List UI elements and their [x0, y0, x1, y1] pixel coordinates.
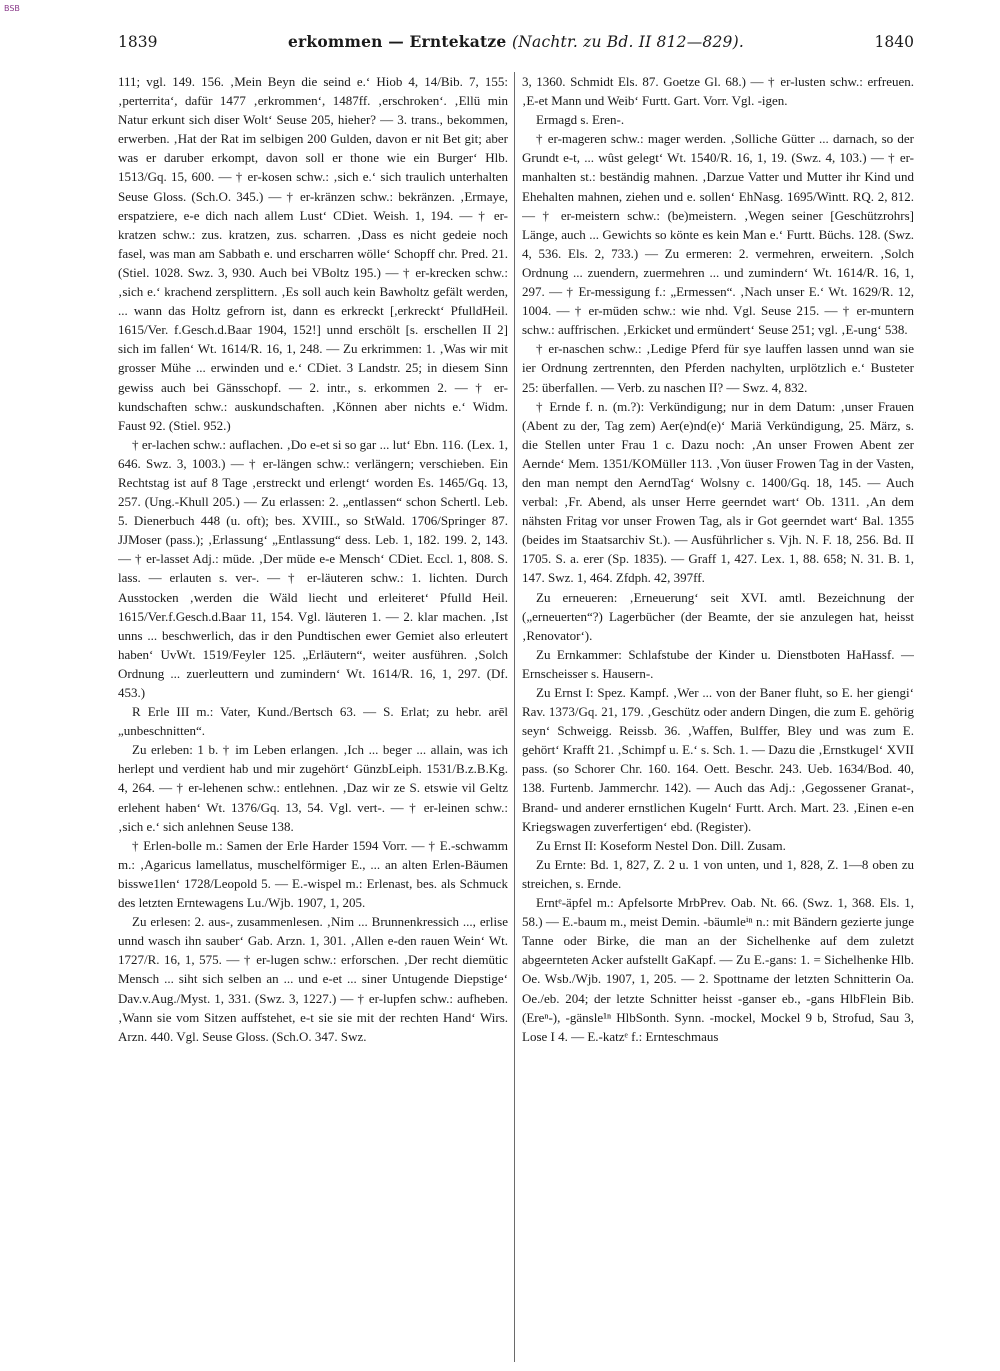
running-title: [288, 32, 744, 51]
dictionary-entry: † Erlen-bolle m.: Samen der Erle Harder 1594 Vorr. — † E.-schwamm m.: ‚Agaricus lamellatus, muschelförmiger E., ... an alten Erlen-Bäumen bisswe1len‘ 1728/Leopold 5. — E.-wispel m.: Erlenast, bes. als Schmuck des letzten Erntewagens Lu./Wjb. 1907, 1, 205.: [118, 837, 508, 911]
running-title-reference: (Nachtr. zu Bd. II 812—829).: [512, 33, 744, 51]
column-divider: [514, 72, 515, 1362]
left-column: [118, 72, 508, 1364]
dictionary-entry: † er-naschen schw.: ‚Ledige Pferd für sye lauffen lassen unnd wan sie ier Ordnung zertrennten, den Pferden nachylten, urplötzlich e.‘ Busteter 25: überfallen. — Verb. zu naschen II? — Swz. 4, 832.: [522, 341, 914, 395]
running-title-main: erkommen — Erntekatze: [288, 32, 507, 51]
dictionary-entry: Erntᵉ-äpfel m.: Apfelsorte MrbPrev. Oab. Nt. 66. (Swz. 1, 368. Els. 1, 58.) — E.-baum m., meist Demin. -bäumleⁱⁿ n.: mit Bändern gezierte junge Tanne oder Birke, die man an der Sichelhenke auf dem zuletzt abgeernteten Acker aufstellt GaKapf. — Zu E.-gans: 1. = Sichelhenke Hlb. Oe. Wsb./Wjb. 1907, 1, 205. — 2. Spottname der letzten Schnitterin Oa. Oe./eb. 204; der letzte Schnitter heisst -ganser eb., -gans HlbFlein Bib. (Ereⁿ-), -gänsle¹ⁿ HlbSonth. Synn. -mockel, Mockel 9 b, Strofud, Sau 3, Lose I 4. — E.-katzᵉ f.: Ernteschmaus: [522, 895, 914, 1044]
dictionary-entry: Zu erneueren: ‚Erneuerung‘ seit XVI. amtl. Bezeichnung der („erneuerten“?) Lagerbücher (der Beamte, der sie anzulegen hat, heisst ‚Renovator‘).: [522, 589, 914, 643]
dictionary-entry: 3, 1360. Schmidt Els. 87. Goetze Gl. 68.) — † er-lusten schw.: erfreuen. ‚E-et Mann und Weib‘ Furtt. Gart. Vorr. Vgl. -igen.: [522, 74, 914, 109]
dictionary-entry: † er-mageren schw.: mager werden. ‚Solliche Gütter ... darnach, so der Grundt e-t, ... wûst gelegt‘ Wt. 1540/R. 16, 1, 19. (Swz. 4, 103.) — † er-manhalten st.: beständig mahnen. ‚Darzue Vatter und Mutter ihr Kind und Ehehalten mahnen, ziehen und e. sollen‘ EhNasg. 1695/Wintt. RQ. 2, 812. — † er-meistern schw.: (be)meistern. ‚Wegen seiner [Geschützrohrs] Länge, auch ... Gewichts so könte es kein Man e.‘ Furtt. Büchs. 128. (Swz. 4, 536. Els. 2, 733.) — Zu ermeren: 2. vermehren, erweitern. ‚Solch Ordnung ... zuendern, zuermehren ... und zumindern‘ Wt. 1614/R. 16, 1, 297. — † Er-messigung f.: „Ermessen“. ‚Nach unser E.‘ Wt. 1629/R. 12, 1004. — † er-müden schw.: wie nhd. Vgl. Seuse 215. — † er-muntern schw.: auffrischen. ‚Erkicket und ermündert‘ Seuse 251; vgl. ‚E-ung‘ 538.: [522, 131, 914, 338]
page-number-left: 1839: [118, 33, 158, 51]
page-number-right: 1840: [874, 33, 914, 51]
dictionary-entry: R Erle III m.: Vater, Kund./Bertsch 63. — S. Erlat; zu hebr. arēl „unbeschnitten“.: [118, 704, 508, 739]
dictionary-entry: † er-lachen schw.: auflachen. ‚Do e-et si so gar ... lut‘ Ebn. 116. (Lex. 1, 646. Swz. 3, 1003.) — † er-längen schw.: verlängern; verschieben. Ein Rechtstag ist auf 8 Tage ‚erstreckt und erlengt‘ worden Es. 1465/Gq. 13, 257. (Ung.-Khull 205.) — Zu erlassen: 2. „entlassen“ schon Schertl. Leb. 5. Dienerbuch 448 (u. oft); bes. XVIII., so StWald. 1706/Springer 87. JJMoser (pass.); ‚Erlassung‘ „Entlassung“ dess. Leb. 1, 182. 199. 2, 143. — † er-lasset Adj.: müde. ‚Der müde e-e Mensch‘ CDiet. Eccl. 1, 808. S. lass. — erlauten s. ver-. — † er-läuteren schw.: 1. lichten. Durch Ausstocken ‚werden die Wäld liecht und erleiteret‘ Pfulld Heil. 1615/Ver.f.Gesch.d.Baar 11, 154. Vgl. läuteren 1. — 2. klar machen. ‚Ist unns ... beschwerlich, das ir den Pundtischen ewer Gemiet also erleutert haben‘ UvWt. 1519/Feyler 125. „Erläutern“, weiter ausführen. ‚Solch Ordnung ... zuerleuttern und zumindern‘ Wt. 1614/R. 16, 1, 297. (Df. 453.): [118, 436, 508, 700]
page-header: [118, 32, 914, 60]
dictionary-entry: Zu Ernst I: Spez. Kampf. ‚Wer ... von der Baner fluht, so E. her giengi‘ Rav. 1373/Gq. 21, 179. ‚Geschütz oder andern Dingen, die zum E. gehörig seyn‘ Schweigg. Reissb. 36. ‚Waffen, Bulffer, Bley und was zum E. gehört‘ Krafft 21. ‚Schimpf u. E.‘ s. Sch. 1. — Dazu die ‚Ernstkugel‘ XVII pass. (so Schorer Chr. 160. 164. Oett. Beschr. 243. Ueb. 1634/Bod. 40, 138. Furtenb. Jammerchr. 142). — Auch das Adj.: ‚Gegossener Granat-, Brand- und anderer ernstlichen Kugeln‘ Furtt. Arch. Mart. 23. ‚Einen e-en Kriegswagen zuverfertigen‘ ebd. (Register).: [522, 685, 914, 834]
dictionary-entry: Ermagd s. Eren-.: [536, 112, 625, 128]
dictionary-entry: Zu Ernst II: Koseform Nestel Don. Dill. Zusam.: [536, 837, 786, 853]
dictionary-entry: † Ernde f. n. (m.?): Verkündigung; nur in dem Datum: ‚unser Frauen (Abent zu der, Tag zem) Aer(e)nd(e)‘ Mariä Verkündigung, 25. März, s. die Stellen unter Frau 1 c. Dazu noch: ‚An unser Frowen Abent zer Aernde‘ Mem. 1351/KOMüller 113. ‚Von üuser Frowen Tag in der Vasten, den man nempt den AerndTag‘ Wolsny c. 1400/Gq. 18, 145. — Auch verbal: ‚Fr. Abend, als unser Herre geerndet wart‘ Ob. 1311. ‚An dem nähsten Fritag vor unser Frowen Tag, als ir Got geerndet wart‘ Bal. 1355 (beides im Staatsarchiv St.). — Ausführlicher s. Vjh. N. F. 18, 256. Bd. II 1705. S. a. erer (Sp. 1835). — Graff 1, 427. Lex. 1, 88. 658; N. 31. B. 1, 147. Swz. 1, 464. Zfdph. 42, 397ff.: [522, 398, 914, 586]
library-watermark: BSB: [4, 4, 20, 13]
dictionary-entry: Zu erlesen: 2. aus-, zusammenlesen. ‚Nim ... Brunnenkressich ..., erlise unnd wasch ihn sauber‘ Gab. Arzn. 1, 301. ‚Allen e-den rauen Wein‘ Wt. 1727/R. 16, 1, 575. — † er-lugen schw.: erforschen. ‚Der recht diemütic Mensch ... siht sich selben an ... und e-et ... siner Untugende Diepstige‘ Dav.v.Aug./Myst. 1, 331. (Swz. 3, 1227.) — † er-lupfen schw.: aufheben. ‚Wann sie vom Sitzen auffstehet, e-t sie sie mit der rechten Hand‘ Wirs. Arzn. 440. Vgl. Seuse Gloss. (Sch.O. 347. Swz.: [118, 914, 508, 1044]
dictionary-entry: Zu Ernte: Bd. 1, 827, Z. 2 u. 1 von unten, und 1, 828, Z. 1—8 oben zu streichen, s. Ernde.: [522, 856, 914, 891]
dictionary-entry: Zu Ernkammer: Schlafstube der Kinder u. Dienstboten HaHassf. — Ernscheisser s. Hausern-.: [522, 646, 914, 681]
dictionary-entry: 111; vgl. 149. 156. ‚Mein Beyn die seind e.‘ Hiob 4, 14/Bib. 7, 155: ‚perterrita‘, dafür 1477 ‚erkrommen‘, 1487ff. ‚erschroken‘. ‚Ellü min Natur erkunt sich diser Wolt‘ Seuse 205, hieher? — 3. trans., bekommen, erwerben. ‚Hat der Rat im selbigen 200 Gulden, davon er nit Bet git; aber was er daruber erkompt, davon soll er thone wie ein Burger‘ Hlb. 1513/Gq. 15, 600. — † er-kosen schw.: ‚sich e.‘ sich traulich unterhalten Seuse Gloss. (Sch.O. 345.) — † er-kränzen schw.: bekränzen. ‚Ermaye, erspatziere, e-e dich nach allem Lust‘ CDiet. Weish. 1, 194. — † er-kratzen schw.: zus. kratzen, zus. scharren. ‚Dass es nicht gedeie noch fasel, was man am Sabbath e. und erscharren wölle‘ Schopff chr. Pred. 21. (Stiel. 1028. Swz. 3, 930. Auch bei VBoltz 195.) — † er-krecken schw.: ‚sich e.‘ krachend zersplittern. ‚Es soll auch kein Bawholtz gefält werden, ... wann das Holtz gefrorn ist, dann es erkreckt [,erkreckt‘ PfulldHeil. 1615/Ver. f.Gesch.d.Baar 1904, 152!] unnd erschölt [s. erschellen II 2] sich im fallen‘ Wt. 1614/R. 16, 1, 248. — Zu erkrimmen: 1. ‚Was wir mit grosser Mühe ... erwinden und e.‘ CDiet. 3 Landstr. 25; in diesem Sinn gewiss auch bei Gänsschopf. — 2. intr., s. erkommen 2. — † er-kundschaften schw.: auskundschaften. ‚Können aber nichts e.‘ Widm. Faust 92. (Stiel. 952.): [118, 74, 508, 433]
right-column: [522, 72, 914, 1364]
dictionary-entry: Zu erleben: 1 b. † im Leben erlangen. ‚Ich ... beger ... allain, was ich herlept und verdient hab und mir zugehört‘ GünzbLeiph. 1531/B.z.B.Kg. 4, 264. — † er-lehenen schw.: entlehnen. ‚Daz wir ze S. etswie vil Geltz erlehent haben‘ Wt. 1376/Gq. 13, 54. Vgl. vert-. — † er-leinen schw.: ‚sich e.‘ sich anlehnen Seuse 138.: [118, 742, 508, 834]
